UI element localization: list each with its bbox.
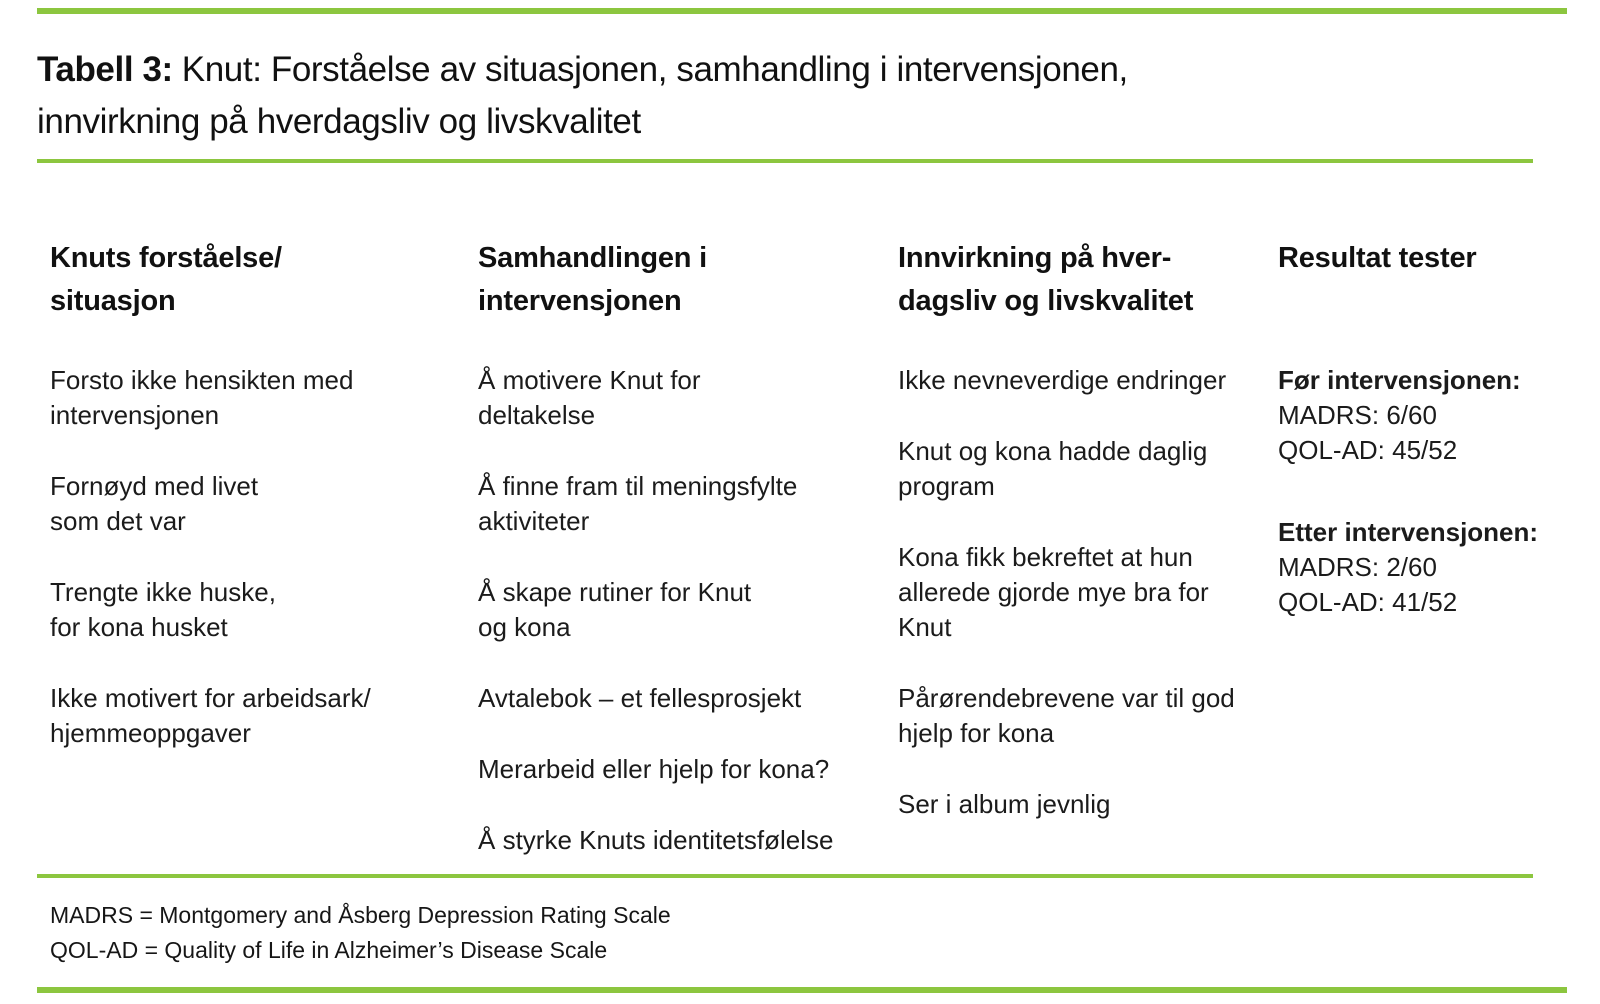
cell-line: Ikke motivert for arbeidsark/: [50, 683, 371, 713]
table-cell: [478, 681, 878, 716]
cell-line: hjelp for kona: [898, 718, 1055, 748]
cell-line: Forsto ikke hensikten med: [50, 365, 354, 395]
table-cell: [1278, 363, 1550, 468]
column-header: [1278, 237, 1550, 323]
green-rule-bottom: [37, 987, 1567, 993]
cell-line: Å skape rutiner for Knut: [478, 577, 752, 607]
table-columns: [50, 237, 1570, 894]
cell-line: Å motivere Knut for: [478, 365, 701, 395]
table-title: [37, 44, 1128, 148]
cell-line: allerede gjorde mye bra for: [898, 577, 1209, 607]
title-text-line-1: Knut: Forståelse av situasjonen, samhandling i intervensjonen,: [181, 50, 1128, 89]
cell-line: Ikke nevneverdige endringer: [898, 365, 1227, 395]
cell-line: Kona fikk bekreftet at hun: [898, 542, 1193, 572]
cell-line: aktiviteter: [478, 506, 590, 536]
column-header-line: situasjon: [50, 285, 176, 317]
table-cell: [478, 752, 878, 787]
green-rule-top: [37, 8, 1567, 14]
table-cell: [898, 681, 1258, 751]
table-cell: [50, 575, 458, 645]
table-number-label: Tabell 3:: [37, 50, 173, 89]
cell-line: for kona husket: [50, 612, 228, 642]
cell-line: hjemmeoppgaver: [50, 718, 251, 748]
cell-line: som det var: [50, 506, 186, 536]
title-line-1: [37, 44, 1128, 96]
footnote-qolad: QOL-AD = Quality of Life in Alzheimer’s Disease Scale: [50, 937, 608, 963]
column-header-line: Samhandlingen i: [478, 242, 708, 274]
table-cell: [478, 575, 878, 645]
table-cell: [50, 681, 458, 751]
column-header-line: intervensjonen: [478, 285, 682, 317]
table-cell: [898, 540, 1258, 645]
title-line-2: innvirkning på hverdagsliv og livskvalitet: [37, 102, 641, 141]
cell-line: Avtalebok – et fellesprosjekt: [478, 683, 802, 713]
cell-line: Ser i album jevnlig: [898, 789, 1111, 819]
cell-line: Før intervensjonen:: [1278, 365, 1521, 395]
cell-line: Knut og kona hadde daglig: [898, 436, 1208, 466]
cell-line: deltakelse: [478, 400, 596, 430]
column-header: [50, 237, 458, 323]
table-cell: [898, 787, 1258, 822]
green-rule-above-footnotes: [37, 874, 1533, 878]
cell-line: program: [898, 471, 995, 501]
table-cell: [50, 363, 458, 433]
cell-line: Knut: [898, 612, 952, 642]
table-cell: [898, 363, 1258, 398]
cell-line: Fornøyd med livet: [50, 471, 259, 501]
table-cell: [478, 469, 878, 539]
footnote-madrs: MADRS = Montgomery and Åsberg Depression Rating Scale: [50, 902, 671, 928]
table-cell: [478, 363, 878, 433]
cell-line: MADRS: 6/60: [1278, 400, 1437, 430]
cell-line: QOL-AD: 45/52: [1278, 435, 1458, 465]
cell-line: Trengte ikke huske,: [50, 577, 276, 607]
green-rule-under-title: [37, 159, 1533, 163]
table-cell: [478, 823, 878, 858]
table-footnotes: [50, 898, 671, 968]
column-forstaelse-situasjon: [50, 237, 478, 894]
cell-line: MADRS: 2/60: [1278, 552, 1437, 582]
column-header: [898, 237, 1258, 323]
cell-line: QOL-AD: 41/52: [1278, 587, 1458, 617]
table-cell: [50, 469, 458, 539]
column-samhandlingen-i-intervensjonen: [478, 237, 898, 894]
column-header-line: Innvirkning på hver-: [898, 242, 1172, 274]
cell-line: intervensjonen: [50, 400, 220, 430]
column-header: [478, 237, 878, 323]
column-header-line: Knuts forståelse/: [50, 242, 282, 274]
table-cell: [898, 434, 1258, 504]
column-header-line: Resultat tester: [1278, 242, 1477, 274]
table-cell: [1278, 515, 1550, 620]
cell-line: Å styrke Knuts identitetsfølelse: [478, 825, 834, 855]
column-header-line: dagsliv og livskvalitet: [898, 285, 1194, 317]
column-resultat-tester: [1278, 237, 1570, 894]
cell-line: Merarbeid eller hjelp for kona?: [478, 754, 830, 784]
cell-line: Etter intervensjonen:: [1278, 517, 1539, 547]
cell-line: Pårørendebrevene var til god: [898, 683, 1235, 713]
cell-line: og kona: [478, 612, 571, 642]
cell-line: Å finne fram til meningsfylte: [478, 471, 798, 501]
column-innvirkning-hverdagsliv: [898, 237, 1278, 894]
